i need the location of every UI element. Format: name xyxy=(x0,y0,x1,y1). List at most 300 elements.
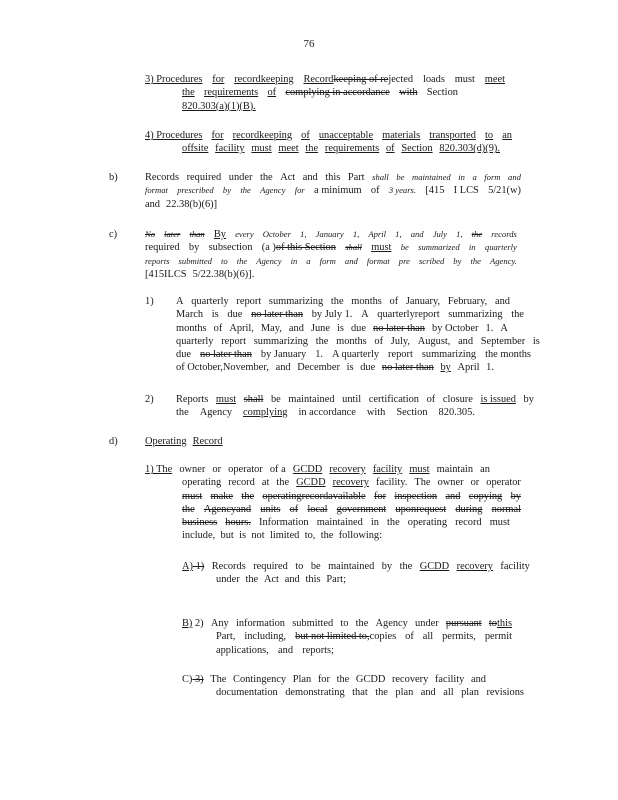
word-segment: this xyxy=(305,574,321,586)
word-segment: October xyxy=(262,229,291,239)
text-line xyxy=(145,171,521,184)
word xyxy=(480,463,490,476)
word-segment: the xyxy=(470,255,481,266)
word-segment: be xyxy=(400,242,409,253)
word-segment: summarizing xyxy=(448,309,503,321)
word xyxy=(259,516,309,529)
word xyxy=(419,255,444,268)
word xyxy=(235,228,254,241)
word xyxy=(388,348,413,361)
word-segment: Agency. xyxy=(489,255,517,266)
word-segment: owner xyxy=(437,477,464,489)
word xyxy=(396,406,427,419)
word xyxy=(333,476,369,489)
word xyxy=(469,490,502,503)
text-line xyxy=(216,630,512,643)
word-segment: in accordance xyxy=(298,407,356,419)
word-segment: Records xyxy=(145,172,180,183)
word xyxy=(285,86,389,99)
word xyxy=(399,255,410,268)
word-segment: August, xyxy=(417,335,451,347)
word-segment: (a ) xyxy=(261,242,276,254)
word-segment: report xyxy=(388,349,413,361)
word xyxy=(371,516,379,529)
word-segment: facility xyxy=(434,674,465,685)
text-line xyxy=(176,308,524,321)
text-line xyxy=(145,268,517,281)
word-segment: subsection xyxy=(208,242,253,254)
word-segment: by July 1. xyxy=(311,309,353,321)
paragraph-c xyxy=(145,228,517,281)
word xyxy=(373,322,425,335)
text-line xyxy=(216,686,524,699)
word-segment: to xyxy=(295,561,304,572)
word xyxy=(295,184,305,197)
word-segment: all xyxy=(443,687,454,699)
word xyxy=(409,463,429,476)
word-segment: limited xyxy=(269,530,300,542)
word xyxy=(145,255,170,268)
word-segment: hours. xyxy=(225,517,251,529)
word-segment: be xyxy=(396,172,405,182)
text-line xyxy=(176,295,510,308)
word xyxy=(472,228,483,241)
word-segment: Section xyxy=(396,407,428,419)
word xyxy=(502,129,512,142)
word-segment: with xyxy=(366,407,386,419)
word-segment: No xyxy=(145,229,156,239)
word-segment: format xyxy=(366,255,390,266)
word xyxy=(367,255,390,268)
word xyxy=(166,198,217,211)
word-segment: April xyxy=(457,362,480,374)
word xyxy=(481,335,525,348)
word-segment: 1, xyxy=(300,229,307,239)
word xyxy=(295,630,396,643)
word-segment: the xyxy=(259,172,273,183)
word-segment: no later than xyxy=(200,349,252,361)
word-segment: in xyxy=(290,255,298,266)
word-segment: the xyxy=(182,503,195,515)
text-line xyxy=(145,255,517,268)
word-segment: inspection xyxy=(394,490,438,502)
word xyxy=(427,86,458,99)
word-segment: Record xyxy=(192,436,223,447)
word-segment: Reports xyxy=(176,394,209,405)
word-segment: during xyxy=(455,503,483,515)
word xyxy=(382,560,392,573)
word-segment: maintained xyxy=(328,561,375,572)
word xyxy=(182,86,195,99)
word xyxy=(233,129,292,142)
word-segment: summarizing xyxy=(421,349,477,361)
word-segment: no later than xyxy=(381,362,434,374)
word-segment: Any xyxy=(210,618,229,629)
word xyxy=(396,171,404,184)
word xyxy=(182,673,204,686)
word-segment: must xyxy=(182,490,203,502)
word xyxy=(382,129,420,142)
word xyxy=(367,406,385,419)
word-segment: all xyxy=(422,631,434,643)
word-segment: by xyxy=(523,394,534,405)
word-segment: complying in accordance xyxy=(285,87,390,99)
word xyxy=(302,644,334,657)
word xyxy=(320,255,336,268)
word-segment: 820.303(a)(1)(B). xyxy=(182,100,256,112)
word-segment: revisions xyxy=(486,687,524,699)
word xyxy=(145,435,187,448)
word xyxy=(291,255,298,268)
word xyxy=(415,617,439,630)
word xyxy=(210,673,226,686)
word-segment: the xyxy=(330,296,344,307)
word-segment: December xyxy=(297,362,340,374)
text-line xyxy=(182,142,500,155)
word xyxy=(237,255,248,268)
word-segment: the xyxy=(245,574,259,586)
word xyxy=(373,463,402,476)
word xyxy=(292,617,333,630)
paragraph-label-c: c) xyxy=(109,229,118,240)
word xyxy=(311,322,330,335)
paragraph-c1 xyxy=(176,295,540,375)
word xyxy=(337,673,350,686)
word xyxy=(317,516,363,529)
word-segment: by xyxy=(510,490,521,502)
word-segment: 5/22.38(b)(6)]. xyxy=(192,268,255,280)
word-segment: offsite xyxy=(182,143,209,155)
word-segment: the xyxy=(355,618,369,629)
word-segment: of xyxy=(213,322,223,334)
word-segment: by xyxy=(222,185,232,196)
word-segment: is issued xyxy=(480,394,516,405)
word-segment: the xyxy=(276,477,290,489)
word-segment: to xyxy=(488,618,497,629)
word-segment: January xyxy=(315,229,344,239)
word xyxy=(423,630,433,643)
word-segment: By xyxy=(213,229,226,240)
word xyxy=(209,241,253,254)
word xyxy=(204,503,251,516)
word xyxy=(371,241,391,254)
word-segment: [415 xyxy=(425,185,445,197)
word-segment: recovery xyxy=(332,477,369,489)
word xyxy=(176,348,191,361)
word-segment: for xyxy=(211,130,224,141)
word xyxy=(405,630,414,643)
word-segment: format xyxy=(145,185,168,196)
word xyxy=(296,476,325,489)
word xyxy=(461,686,479,699)
word-segment: record xyxy=(455,517,482,529)
word xyxy=(221,255,228,268)
word-segment: by xyxy=(453,255,462,266)
word xyxy=(448,308,502,321)
word xyxy=(485,348,531,361)
word-segment: Part xyxy=(347,172,365,183)
word-segment: 1) The xyxy=(145,464,173,475)
word xyxy=(145,184,168,197)
word xyxy=(486,476,521,489)
paragraph-label-b: b) xyxy=(109,172,118,183)
word xyxy=(278,644,293,657)
word xyxy=(408,516,447,529)
word xyxy=(251,529,264,542)
word-segment: of xyxy=(385,143,395,155)
word-segment: and xyxy=(344,255,358,266)
word-segment: A xyxy=(176,296,184,307)
word xyxy=(182,516,217,529)
word xyxy=(261,322,282,335)
text-line xyxy=(182,529,382,542)
word xyxy=(353,228,359,241)
word-segment: [415ILCS xyxy=(145,268,187,280)
word-segment: that xyxy=(352,687,368,699)
word xyxy=(280,171,295,184)
word-segment: and xyxy=(278,644,294,656)
word xyxy=(411,228,424,241)
word xyxy=(312,308,353,321)
word-segment: this xyxy=(325,172,341,183)
word xyxy=(382,361,434,374)
word-segment: for xyxy=(373,490,387,502)
word-segment: 1. xyxy=(485,322,494,334)
word-segment: recordkeeping xyxy=(232,130,293,141)
word xyxy=(455,503,482,516)
word xyxy=(488,184,521,197)
paragraph-a4 xyxy=(145,129,512,156)
paragraph-label-d: d) xyxy=(109,436,118,447)
word xyxy=(486,361,494,374)
word xyxy=(425,184,444,197)
word-segment: Contingency xyxy=(233,674,287,685)
word xyxy=(253,560,288,573)
word xyxy=(211,490,234,503)
word xyxy=(270,463,286,476)
text-line xyxy=(216,644,334,657)
word xyxy=(233,673,286,686)
word-segment: materials xyxy=(382,130,421,141)
word-segment: documentation xyxy=(216,687,278,699)
word-segment: and xyxy=(145,198,161,210)
text-line xyxy=(145,435,235,448)
word xyxy=(376,617,408,630)
word xyxy=(216,630,235,643)
text-line xyxy=(176,335,540,348)
word-segment: quarterlyreport xyxy=(377,309,440,321)
item-label-c2: 2) xyxy=(145,394,154,405)
word-segment: of xyxy=(374,335,384,347)
word-segment: requirements xyxy=(324,143,380,155)
word xyxy=(176,295,184,308)
word-segment: pursuant xyxy=(445,618,482,629)
text-line xyxy=(182,617,512,630)
word-segment: January, xyxy=(405,296,441,307)
text-line xyxy=(145,241,517,254)
word xyxy=(361,308,369,321)
word-segment: to xyxy=(485,130,494,141)
word-segment: the xyxy=(375,687,388,699)
word-segment: complying xyxy=(243,407,288,419)
word-segment: business xyxy=(182,517,218,529)
word xyxy=(399,86,417,99)
word xyxy=(278,142,298,155)
word-segment: must xyxy=(215,394,237,405)
word xyxy=(371,184,380,197)
word-segment: and xyxy=(470,674,486,685)
word-segment: shall xyxy=(243,394,264,405)
word-segment: April xyxy=(368,229,387,239)
word-segment: to, xyxy=(304,530,316,542)
word xyxy=(290,503,299,516)
word xyxy=(295,560,303,573)
word xyxy=(390,295,399,308)
word xyxy=(377,308,439,321)
word-segment: A) xyxy=(182,561,193,572)
word xyxy=(418,335,451,348)
paragraph-d1 xyxy=(145,463,521,543)
word-segment: and xyxy=(445,490,461,502)
word-segment: including, xyxy=(244,631,287,643)
word-segment: of xyxy=(267,87,277,99)
word xyxy=(368,228,386,241)
word-segment: maintained xyxy=(288,394,335,405)
word-segment: summarized xyxy=(418,242,460,253)
word xyxy=(285,573,300,586)
word xyxy=(321,529,334,542)
word-segment: at xyxy=(261,477,270,489)
word-segment: the months xyxy=(485,349,531,361)
word xyxy=(263,228,291,241)
word xyxy=(340,617,348,630)
word xyxy=(303,73,413,86)
word xyxy=(328,560,374,573)
word-segment: is xyxy=(532,335,540,347)
word xyxy=(221,529,234,542)
word xyxy=(189,241,199,254)
word xyxy=(445,490,460,503)
word xyxy=(305,142,318,155)
word-segment: I LCS xyxy=(453,185,479,197)
word-segment: under xyxy=(228,172,253,183)
word xyxy=(448,295,487,308)
word xyxy=(300,228,306,241)
word-segment: a xyxy=(306,255,311,266)
word-segment: of xyxy=(370,185,380,197)
word-segment: of this Section xyxy=(275,242,336,254)
word xyxy=(260,171,273,184)
paragraph-b xyxy=(145,171,521,211)
word xyxy=(533,335,540,348)
word-segment: an xyxy=(480,464,490,475)
word xyxy=(508,171,521,184)
word xyxy=(145,241,180,254)
word xyxy=(229,322,254,335)
word xyxy=(216,573,240,586)
word-segment: uponrequest xyxy=(395,503,447,515)
word xyxy=(267,86,276,99)
word-segment: and xyxy=(288,322,304,334)
word-segment: pre xyxy=(398,255,410,266)
word xyxy=(471,673,486,686)
word xyxy=(177,184,213,197)
word xyxy=(458,361,480,374)
word xyxy=(392,673,428,686)
word-segment: Information xyxy=(259,517,309,529)
word xyxy=(182,560,204,573)
word xyxy=(406,295,440,308)
word-segment: GCDD xyxy=(355,674,386,685)
word-segment: with xyxy=(399,87,418,99)
word-segment: in xyxy=(458,172,465,182)
word-segment: for xyxy=(317,674,330,685)
word xyxy=(289,322,304,335)
word xyxy=(469,241,476,254)
text-line xyxy=(145,184,521,197)
word xyxy=(271,393,281,406)
word-segment: the xyxy=(387,517,400,529)
word xyxy=(472,171,476,184)
word xyxy=(314,184,362,197)
word-segment: the xyxy=(336,674,350,685)
word-segment: loads xyxy=(422,74,445,85)
word-segment: recordkeeping xyxy=(234,74,294,85)
word xyxy=(176,335,214,348)
word-segment: no later than xyxy=(251,309,304,321)
word xyxy=(193,268,255,281)
word xyxy=(325,171,340,184)
word xyxy=(442,630,476,643)
word xyxy=(229,171,253,184)
word xyxy=(182,142,208,155)
text-line xyxy=(182,86,458,99)
word-segment: the xyxy=(240,185,251,196)
word-segment: the xyxy=(176,407,189,419)
word xyxy=(306,573,321,586)
text-line xyxy=(145,73,505,86)
word xyxy=(316,228,344,241)
word-segment: report xyxy=(221,335,247,347)
word-segment: Part, xyxy=(216,631,236,643)
word xyxy=(176,361,269,374)
word xyxy=(244,393,264,406)
word-segment: scribed xyxy=(418,255,445,266)
word-segment: plan xyxy=(395,687,414,699)
word xyxy=(427,393,436,406)
word-segment: 3) Procedures xyxy=(145,74,203,85)
word xyxy=(329,463,365,476)
word xyxy=(347,361,354,374)
word xyxy=(145,268,187,281)
word-segment: 1. xyxy=(486,362,494,374)
word xyxy=(455,73,475,86)
word-segment: Section xyxy=(426,87,458,99)
word-segment: records xyxy=(491,229,517,239)
word-segment: A quarterly xyxy=(332,349,380,361)
word xyxy=(212,463,221,476)
word-segment: the xyxy=(241,490,255,502)
word-segment: to xyxy=(221,255,228,266)
word xyxy=(223,184,231,197)
word xyxy=(490,516,510,529)
word xyxy=(191,295,229,308)
word xyxy=(386,142,395,155)
word-segment: every xyxy=(235,229,254,239)
word-segment: 1, xyxy=(395,229,402,239)
word xyxy=(315,348,323,361)
word-segment: unacceptable xyxy=(318,130,374,141)
